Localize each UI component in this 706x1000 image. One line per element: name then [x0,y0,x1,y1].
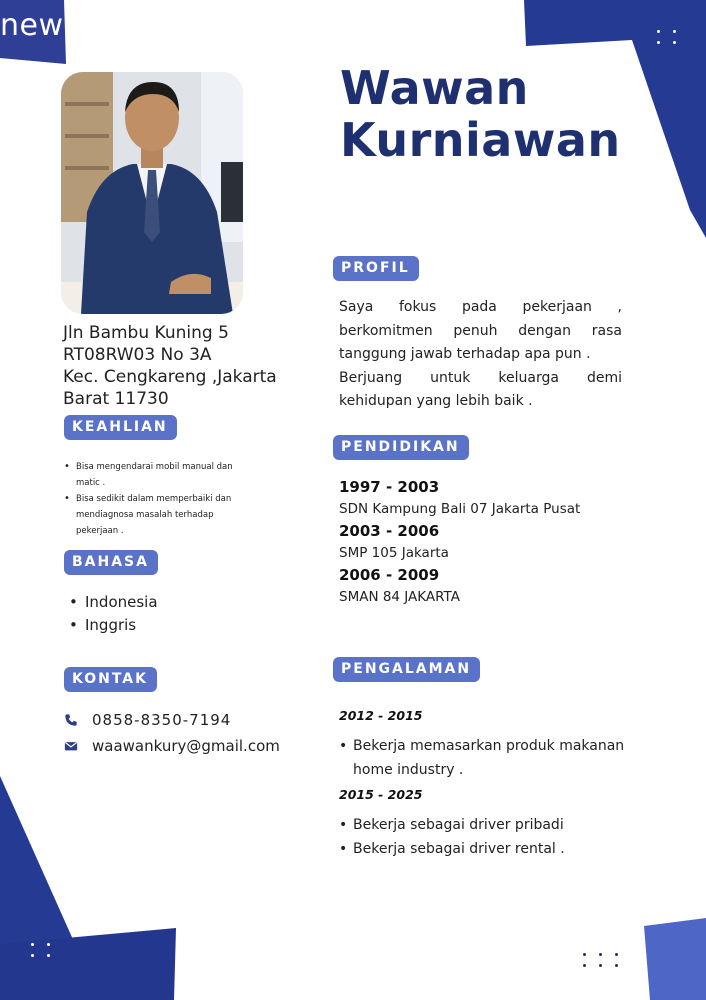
address-block [63,322,303,410]
profile-line: Saya fokus pada pekerjaan , [339,299,622,315]
skill-line: • Bisa sedikit dalam memperbaiki dan [76,494,232,504]
first-name: Wawan [340,61,529,115]
decor-bottom-left-shape [0,760,190,1000]
skills-list [64,459,279,539]
skill-line: mendiagnosa masalah terhadap [76,510,214,520]
education-list [339,476,659,608]
education-years: 2003 - 2006 [339,522,440,540]
experience-item: • Bekerja sebagai driver pribadi [339,814,659,838]
languages-heading: BAHASA [64,550,158,575]
person-name [340,62,621,166]
experience-item: • Bekerja sebagai driver rental . [339,838,659,862]
experience-line: home industry . [353,761,464,778]
language-item: • Indonesia [69,591,158,614]
profile-line: Berjuang untuk keluarga demi [339,369,622,386]
contact-phone [64,711,231,729]
decor-bottom-right-shape [620,900,706,1000]
profile-photo [61,72,243,314]
experience-years: 2015 - 2025 [339,787,423,802]
experience-item [339,735,659,782]
education-school: SMAN 84 JAKARTA [339,589,460,605]
experience-heading: PENGALAMAN [333,657,480,682]
skills-heading: KEAHLIAN [64,415,177,440]
skill-line: • Bisa mengendarai mobil manual dan [76,462,233,472]
decor-dots-top-left [91,26,126,40]
email-icon [64,739,78,753]
experience-list [339,814,659,861]
email-address[interactable]: waawankury@gmail.com [92,737,280,755]
decor-dots-top-right [657,30,676,44]
decor-dots-bottom-left [31,943,50,957]
decor-dots-bottom-right [583,953,618,967]
skill-item [64,459,279,491]
education-years: 2006 - 2009 [339,566,440,584]
experience-line: • Bekerja memasarkan produk makanan [353,738,625,754]
skill-line: matic . [76,478,106,488]
contact-heading: KONTAK [64,667,157,692]
address-line: Jln Bambu Kuning 5 [63,323,229,343]
education-school: SMP 105 Jakarta [339,545,449,561]
profile-text [339,296,622,414]
experience-years: 2012 - 2015 [339,708,423,723]
education-years: 1997 - 2003 [339,478,440,496]
education-heading: PENDIDIKAN [333,435,469,460]
new-badge: new [0,8,64,43]
profile-line: berkomitmen penuh dengan rasa [339,322,622,339]
skill-item [64,491,279,539]
phone-icon [64,713,78,727]
skill-line: pekerjaan . [76,526,124,536]
address-line: Kec. Cengkareng ,Jakarta [63,367,277,387]
education-school: SDN Kampung Bali 07 Jakarta Pusat [339,501,581,517]
profile-heading: PROFIL [333,256,419,281]
language-item: • Inggris [69,614,158,637]
profile-line: kehidupan yang lebih baik . [339,393,533,409]
last-name: Kurniawan [340,113,621,167]
address-line: Barat 11730 [63,389,169,409]
profile-line: tanggung jawab terhadap apa pun . [339,346,591,362]
address-line: RT08RW03 No 3A [63,345,212,365]
experience-list [339,735,659,782]
contact-email [64,737,280,755]
phone-number[interactable]: 0858-8350-7194 [92,711,232,729]
languages-list [69,591,158,637]
